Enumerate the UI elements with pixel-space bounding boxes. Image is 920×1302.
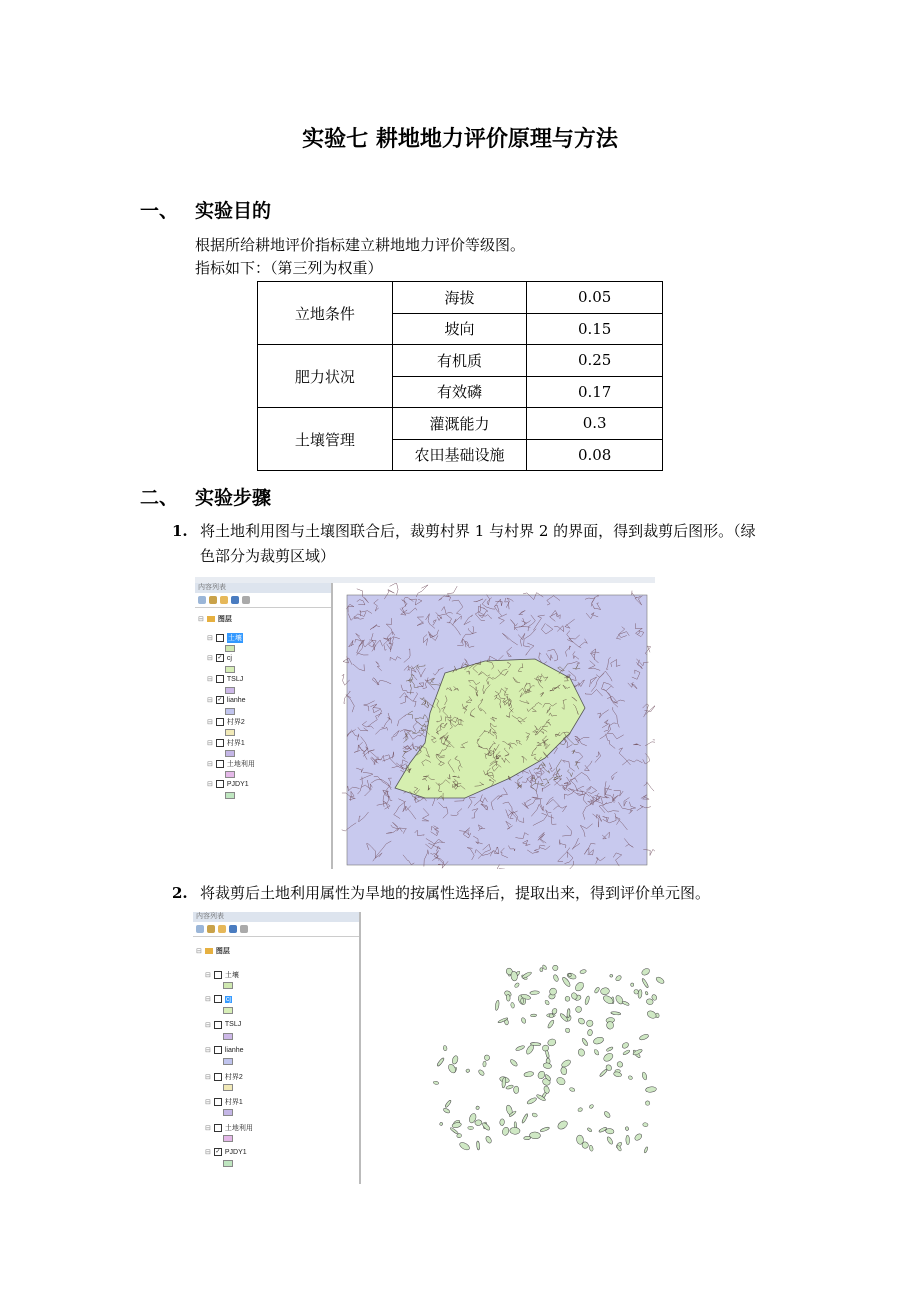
evaluation-unit [602, 1052, 614, 1063]
evaluation-unit [631, 983, 634, 986]
layer-symbol[interactable] [225, 708, 235, 715]
evaluation-unit [521, 1017, 527, 1024]
evaluation-unit [634, 1133, 643, 1142]
evaluation-unit [655, 976, 665, 985]
layer-item[interactable] [205, 1123, 253, 1133]
layer-symbol[interactable] [223, 1135, 233, 1142]
evaluation-unit [526, 1097, 537, 1106]
evaluation-unit [476, 1141, 480, 1150]
step2-text: 将裁剪后土地利用属性为旱地的按属性选择后，提取出来，得到评价单元图。 [200, 884, 711, 902]
layer-name: 村界2 [224, 1073, 243, 1081]
layer-name: TSLJ [224, 1021, 242, 1028]
evaluation-unit [475, 1120, 482, 1126]
weight-cell: 0.08 [527, 439, 663, 471]
evaluation-unit [500, 1119, 505, 1126]
map-boundary [390, 583, 399, 595]
evaluation-unit [529, 1132, 540, 1139]
toc-root[interactable] [198, 614, 232, 624]
collapse-icon[interactable]: ⊟ [205, 1124, 211, 1132]
evaluation-unit [616, 1061, 624, 1069]
collapse-icon[interactable]: ⊟ [207, 676, 213, 683]
layer-item[interactable] [207, 759, 255, 769]
layer-name: lianhe [224, 1046, 244, 1054]
evaluation-unit [530, 1042, 541, 1046]
evaluation-unit [606, 1136, 614, 1145]
evaluation-unit [610, 974, 613, 977]
evaluation-unit [547, 1019, 555, 1029]
map-clip-view [335, 583, 655, 869]
weight-cell: 0.25 [527, 345, 663, 377]
layer-item[interactable] [207, 633, 243, 643]
layer-name: 土地利用 [226, 761, 255, 768]
layer-name: 土壤 [227, 635, 242, 642]
evaluation-unit [587, 1127, 593, 1132]
section2-number: 二、 [140, 487, 179, 509]
layer-item[interactable] [207, 675, 243, 683]
layer-checkbox[interactable]: ✓ [217, 697, 223, 703]
collapse-icon[interactable]: ⊟ [207, 697, 213, 704]
toc-title: 内容列表 [195, 583, 331, 593]
evaluation-unit [641, 967, 651, 976]
section1-para1: 根据所给耕地评价指标建立耕地地力评价等级图。 [195, 236, 526, 254]
step1-line2: 色部分为裁剪区域） [200, 547, 336, 565]
evaluation-unit [505, 1084, 513, 1090]
evaluation-unit [509, 1058, 518, 1067]
evaluation-unit [593, 1049, 599, 1056]
screenshot-clip-result [195, 577, 655, 869]
section1-number: 一、 [140, 200, 179, 222]
evaluation-unit [577, 1107, 583, 1112]
layer-checkbox[interactable] [214, 1073, 222, 1081]
layer-checkbox[interactable] [214, 1098, 222, 1106]
toc-toolbar [195, 593, 331, 608]
evaluation-unit [547, 1038, 557, 1047]
evaluation-unit [443, 1045, 448, 1051]
group-cell: 肥力状况 [258, 345, 393, 408]
evaluation-unit [540, 968, 543, 972]
evaluation-unit [641, 978, 649, 989]
layer-symbol[interactable] [223, 1084, 233, 1091]
evaluation-unit [540, 1126, 550, 1132]
evaluation-unit [565, 996, 570, 1001]
evaluation-unit [560, 1059, 571, 1069]
toc-title: 内容列表 [193, 912, 359, 922]
table-row [258, 408, 663, 440]
layer-checkbox[interactable] [216, 780, 224, 788]
collapse-icon[interactable]: ⊟ [205, 1047, 211, 1054]
evaluation-unit [483, 1061, 486, 1067]
evaluation-unit [531, 1014, 537, 1017]
layer-checkbox[interactable]: ✓ [215, 1149, 221, 1155]
step2-number: 2. [172, 884, 188, 902]
evaluation-unit [532, 1112, 538, 1117]
toc-toolbar [193, 922, 359, 937]
layer-checkbox[interactable] [216, 634, 224, 642]
evaluation-unit [574, 1005, 582, 1013]
evaluation-unit [520, 998, 524, 1003]
evaluation-unit [639, 1033, 650, 1041]
group-cell: 土壤管理 [258, 408, 393, 471]
map-boundary [446, 586, 457, 596]
evaluation-unit [574, 981, 586, 993]
group-cell: 立地条件 [258, 282, 393, 345]
layer-checkbox[interactable] [216, 718, 224, 726]
layer-checkbox[interactable] [216, 675, 224, 683]
collapse-icon[interactable]: ⊟ [205, 996, 211, 1003]
evaluation-unit [552, 965, 558, 971]
layer-item[interactable] [207, 654, 232, 662]
layer-item[interactable] [207, 738, 245, 748]
evaluation-unit [605, 1128, 614, 1134]
layer-name: 村界1 [226, 740, 245, 747]
evaluation-unit [514, 1086, 519, 1093]
collapse-icon[interactable]: ⊟ [196, 948, 202, 955]
evaluation-unit [485, 1135, 493, 1144]
collapse-icon[interactable]: ⊟ [207, 719, 213, 726]
layer-name: TSLJ [226, 675, 244, 683]
evaluation-unit [587, 1029, 593, 1036]
evaluation-unit [641, 1072, 647, 1081]
root-label: 图层 [215, 948, 230, 955]
evaluation-unit [530, 990, 540, 994]
layer-item[interactable] [205, 970, 239, 980]
evaluation-unit [452, 1122, 462, 1129]
evaluation-unit [615, 975, 622, 982]
evaluation-unit [475, 1106, 479, 1110]
evaluation-unit [495, 1000, 500, 1011]
evaluation-unit [621, 1041, 629, 1049]
evaluation-unit [524, 1071, 534, 1077]
evaluation-unit [468, 1126, 474, 1130]
evaluation-unit [643, 1122, 649, 1126]
evaluation-unit [644, 1146, 649, 1153]
weight-cell: 0.15 [527, 313, 663, 345]
layer-symbol[interactable] [223, 1033, 233, 1040]
layer-symbol[interactable] [223, 1007, 233, 1014]
collapse-icon[interactable]: ⊟ [205, 1073, 211, 1081]
collapse-icon[interactable]: ⊟ [207, 655, 213, 662]
layer-checkbox[interactable] [214, 971, 222, 979]
evaluation-unit [555, 1076, 566, 1086]
indicator-table [257, 281, 663, 471]
layer-symbol[interactable] [225, 729, 235, 736]
layer-checkbox[interactable] [214, 995, 222, 1003]
evaluation-unit [501, 1126, 510, 1136]
table-row [258, 345, 663, 377]
evaluation-unit [542, 1044, 550, 1051]
layer-name: PJDY1 [226, 780, 249, 788]
evaluation-unit [622, 1049, 630, 1055]
step1-line1: 将土地利用图与土壤图联合后，裁剪村界 1 与村界 2 的界面，得到裁剪后图形。（绿 [200, 522, 756, 540]
collapse-icon[interactable]: ⊟ [205, 1149, 211, 1156]
evaluation-unit [645, 991, 649, 995]
layer-symbol[interactable] [225, 792, 235, 799]
evaluation-unit [510, 1127, 521, 1134]
layer-item[interactable] [205, 995, 232, 1003]
layer-item[interactable] [205, 1046, 244, 1054]
name-cell: 有效磷 [392, 376, 527, 408]
evaluation-unit [566, 972, 577, 980]
name-cell: 灌溉能力 [392, 408, 527, 440]
evaluation-unit [444, 1100, 451, 1109]
collapse-icon[interactable]: ⊟ [205, 971, 211, 979]
evaluation-unit [553, 974, 560, 982]
layer-symbol[interactable] [225, 771, 235, 778]
evaluation-unit [611, 1011, 621, 1015]
step1-number: 1. [172, 522, 188, 540]
map-units-view [363, 912, 690, 1184]
table-row [258, 282, 663, 314]
evaluation-unit [646, 1009, 657, 1019]
layer-symbol[interactable] [223, 1058, 233, 1065]
evaluation-unit [580, 969, 587, 974]
collapse-icon[interactable]: ⊟ [198, 616, 204, 623]
layer-symbol[interactable] [225, 645, 235, 652]
screenshot-evaluation-units [193, 912, 690, 1184]
name-cell: 坡向 [392, 313, 527, 345]
toc-panel [193, 912, 361, 1184]
collapse-icon[interactable]: ⊟ [205, 1099, 211, 1106]
evaluation-unit [622, 1000, 630, 1006]
evaluation-unit [465, 1068, 470, 1073]
evaluation-unit [544, 999, 550, 1005]
layer-item[interactable] [205, 1148, 247, 1156]
weight-cell: 0.17 [527, 376, 663, 408]
layer-checkbox[interactable] [214, 1021, 222, 1029]
layer-checkbox[interactable] [214, 1046, 222, 1054]
evaluation-unit [589, 1104, 594, 1109]
layer-checkbox[interactable] [214, 1124, 222, 1132]
evaluation-unit [599, 1069, 608, 1078]
evaluation-unit [628, 1075, 633, 1080]
evaluation-unit [600, 987, 610, 995]
evaluation-unit [433, 1081, 439, 1085]
layer-symbol[interactable] [225, 750, 235, 757]
evaluation-unit [450, 1127, 459, 1135]
layer-name: 村界1 [224, 1099, 243, 1106]
evaluation-unit [589, 1145, 594, 1152]
root-label: 图层 [217, 616, 232, 623]
layer-symbol[interactable] [225, 687, 235, 694]
evaluation-unit [569, 1087, 575, 1092]
evaluation-unit [543, 1062, 552, 1069]
layer-checkbox[interactable] [216, 739, 224, 747]
collapse-icon[interactable]: ⊟ [207, 635, 213, 642]
evaluation-unit [443, 1107, 451, 1114]
section1-para2: 指标如下：（第三列为权重） [195, 259, 383, 277]
evaluation-unit [645, 1086, 656, 1092]
folder-icon [207, 616, 215, 622]
layer-item[interactable] [207, 717, 245, 727]
layer-symbol[interactable] [223, 1109, 233, 1116]
layer-name: 土壤 [224, 971, 239, 979]
evaluation-unit [510, 1002, 514, 1008]
evaluation-unit [616, 1145, 622, 1152]
layer-symbol[interactable] [223, 982, 233, 989]
evaluation-unit [594, 987, 600, 994]
evaluation-unit [436, 1057, 445, 1067]
layer-item[interactable] [207, 780, 249, 788]
evaluation-unit [458, 1141, 470, 1152]
layer-name: lianhe [226, 696, 246, 704]
section1-heading: 实验目的 [195, 200, 272, 222]
page-title: 实验七 耕地地力评价原理与方法 [302, 127, 618, 152]
toc-root[interactable] [196, 946, 230, 956]
evaluation-unit [577, 1048, 585, 1057]
evaluation-unit [514, 982, 520, 988]
evaluation-unit [613, 1071, 622, 1077]
layer-item[interactable] [205, 1097, 243, 1107]
evaluation-unit [581, 1038, 589, 1047]
folder-icon [205, 948, 213, 954]
toc-panel [195, 583, 333, 869]
evaluation-unit [506, 994, 510, 1001]
evaluation-unit [484, 1054, 491, 1061]
evaluation-unit [593, 1036, 605, 1045]
evaluation-unit [556, 1119, 569, 1131]
evaluation-unit [564, 1027, 570, 1033]
layer-item[interactable] [207, 696, 246, 704]
layer-checkbox[interactable] [216, 760, 224, 768]
layer-name: 土地利用 [224, 1124, 253, 1132]
layer-symbol[interactable] [225, 666, 235, 673]
evaluation-unit [439, 1122, 443, 1126]
evaluation-unit [585, 1019, 594, 1028]
evaluation-unit [545, 1050, 550, 1058]
evaluation-unit [603, 1110, 611, 1118]
evaluation-unit [451, 1055, 459, 1065]
layer-checkbox[interactable]: ✓ [217, 655, 223, 661]
evaluation-unit [606, 1046, 614, 1052]
collapse-icon[interactable]: ⊟ [205, 1021, 211, 1029]
weight-cell: 0.3 [527, 408, 663, 440]
layer-name: cj [226, 654, 232, 662]
weight-cell: 0.05 [527, 282, 663, 314]
evaluation-unit [524, 1136, 531, 1140]
evaluation-unit [577, 1017, 586, 1025]
collapse-icon[interactable]: ⊟ [207, 761, 213, 768]
collapse-icon[interactable]: ⊟ [207, 781, 213, 788]
name-cell: 农田基础设施 [392, 439, 527, 471]
name-cell: 海拔 [392, 282, 527, 314]
section2-heading: 实验步骤 [195, 487, 272, 509]
evaluation-unit [447, 1063, 457, 1074]
collapse-icon[interactable]: ⊟ [207, 740, 213, 747]
layer-item[interactable] [205, 1021, 241, 1029]
evaluation-unit [478, 1069, 486, 1076]
name-cell: 有机质 [392, 345, 527, 377]
layer-symbol[interactable] [223, 1160, 233, 1167]
evaluation-unit [521, 1113, 528, 1123]
evaluation-unit [560, 1067, 567, 1076]
evaluation-unit [584, 995, 590, 1005]
layer-name: PJDY1 [224, 1148, 247, 1156]
evaluation-unit [515, 1045, 525, 1052]
layer-name: cj [225, 995, 231, 1003]
layer-name: 村界2 [226, 719, 245, 726]
layer-item[interactable] [205, 1072, 243, 1082]
evaluation-unit [645, 1100, 651, 1106]
evaluation-unit [625, 1126, 630, 1131]
evaluation-unit [626, 1135, 630, 1145]
